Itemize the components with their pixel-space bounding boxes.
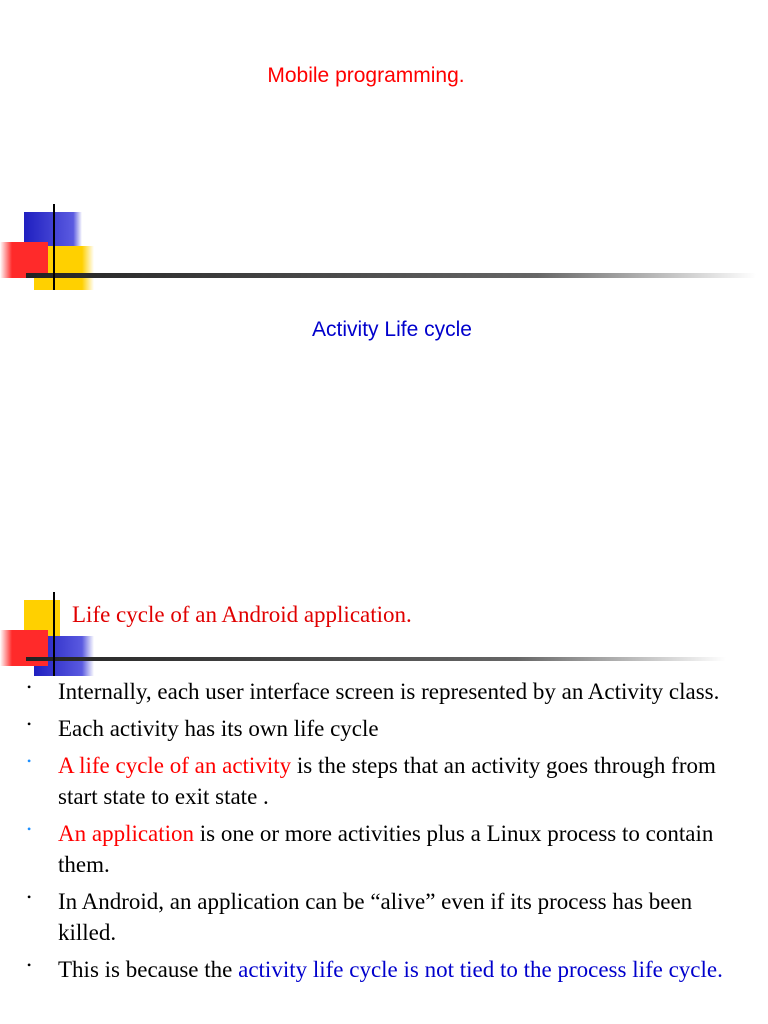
slide-content [0, 590, 768, 1024]
slide-heading: Life cycle of an Android application. [72, 602, 412, 627]
list-item [0, 750, 768, 812]
list-item-highlight: A life cycle of an activity [58, 753, 292, 778]
list-item-highlight: An application [58, 821, 195, 846]
list-item [0, 676, 768, 707]
list-item-text: In Android, an application can be “alive” even if its process has been killed. [58, 889, 693, 945]
vertical-line [53, 204, 55, 290]
list-item-text: is one or more activities plus a Linux process to contain them. [58, 821, 714, 877]
bullet-icon: • [27, 958, 32, 972]
vertical-line [53, 592, 55, 676]
list-item [0, 954, 768, 985]
list-item-text: Each activity has its own life cycle [58, 716, 379, 741]
slide-subtitle: Activity Life cycle [312, 318, 472, 341]
horizontal-rule [26, 273, 756, 278]
list-item-text: is the steps that an activity goes through from start state to exit state . [58, 753, 716, 809]
slide-title-heading: Mobile programming. [267, 64, 465, 87]
bullet-list [0, 676, 768, 991]
decorative-graphic [0, 200, 768, 300]
bullet-icon: • [27, 754, 32, 768]
bullet-icon: • [27, 717, 32, 731]
list-item-text: This is because the [58, 957, 239, 982]
bullet-icon: • [27, 890, 32, 904]
horizontal-rule [26, 657, 726, 661]
bullet-icon: • [27, 822, 32, 836]
red-square [0, 242, 48, 278]
list-item-highlight: activity life cycle is not tied to the process life cycle. [238, 957, 723, 982]
list-item [0, 818, 768, 880]
bullet-icon: • [27, 680, 32, 694]
list-item [0, 886, 768, 948]
list-item-text: Internally, each user interface screen is represented by an Activity class. [58, 679, 720, 704]
list-item [0, 713, 768, 744]
